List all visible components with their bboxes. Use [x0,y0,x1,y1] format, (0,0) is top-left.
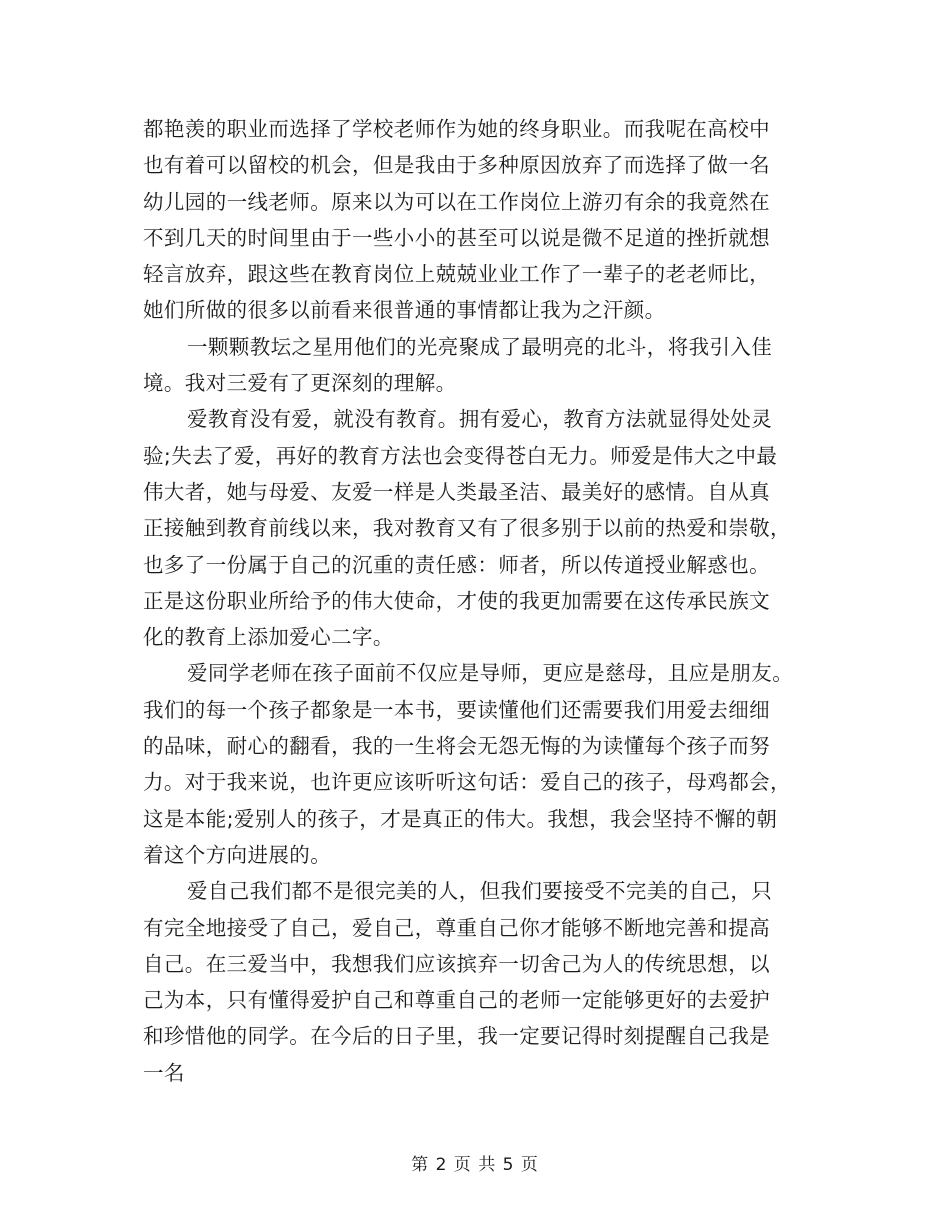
text-line: 力。对于我来说，也许更应该听听这句话：爱自己的孩子，母鸡都会， [143,770,791,795]
text-line: 自己。在三爱当中，我想我们应该摈弃一切舍己为人的传统思想，以 [143,951,770,976]
text-line: 都艳羡的职业而选择了学校老师作为她的终身职业。而我呢在高校中 [143,117,770,141]
paragraph-4 [143,655,811,873]
text-line: 伟大者，她与母爱、友爱一样是人类最圣洁、最美好的感情。自从真 [143,479,770,504]
text-line: 己为本，只有懂得爱护自己和尊重自己的老师一定能够更好的去爱护 [143,988,770,1013]
text-line: 和珍惜他的同学。在今后的日子里，我一定要记得时刻提醒自己我是 [143,1024,770,1049]
text-line: 一颗颗教坛之星用他们的光亮聚成了最明亮的北斗，将我引入佳 [187,334,773,359]
paragraph-2 [143,329,811,402]
text-line: 的品味，耐心的翻看，我的一生将会无怨无悔的为读懂每个孩子而努 [143,734,770,759]
text-line: 境。我对三爱有了更深刻的理解。 [143,371,457,396]
document-body [143,111,811,1091]
text-line: 爱自己我们都不是很完美的人，但我们要接受不完美的自己，只 [187,879,773,904]
paragraph-1 [143,111,811,329]
text-line: 不到几天的时间里由于一些小小的甚至可以说是微不足道的挫折就想 [143,225,770,250]
text-line: 正接触到教育前线以来，我对教育又有了很多别于以前的热爱和崇敬， [143,516,791,541]
paragraph-5 [143,873,811,1091]
text-line: 她们所做的很多以前看来很普通的事情都让我为之汗颜。 [143,298,666,323]
text-line: 也有着可以留校的机会，但是我由于多种原因放弃了而选择了做一名 [143,153,770,178]
text-line: 轻言放弃，跟这些在教育岗位上兢兢业业工作了一辈子的老老师比， [143,262,770,287]
text-line: 化的教育上添加爱心二字。 [143,625,394,650]
text-line: 也多了一份属于自己的沉重的责任感：师者，所以传道授业解惑也。 [143,552,770,577]
page-number-footer: 第 2 页 共 5 页 [411,1155,539,1175]
text-line: 爱同学老师在孩子面前不仅应是导师，更应是慈母，且应是朋友。 [187,661,794,686]
text-line: 我们的每一个孩子都象是一本书，要读懂他们还需要我们用爱去细细 [143,697,770,722]
text-line: 着这个方向进展的。 [143,842,332,867]
text-line: 有完全地接受了自己，爱自己，尊重自己你才能够不断地完善和提高 [143,915,770,940]
text-line: 验;失去了爱，再好的教育方法也会变得苍白无力。师爱是伟大之中最 [143,443,778,468]
text-line: 正是这份职业所给予的伟大使命，才使的我更加需要在这传承民族文 [143,588,770,613]
text-line: 这是本能;爱别人的孩子，才是真正的伟大。我想，我会坚持不懈的朝 [143,806,778,831]
text-line: 幼儿园的一线老师。原来以为可以在工作岗位上游刃有余的我竟然在 [143,189,770,214]
text-line: 爱教育没有爱，就没有教育。拥有爱心，教育方法就显得处处灵 [187,407,773,432]
text-line: 一名 [143,1060,185,1085]
paragraph-3 [143,401,811,655]
